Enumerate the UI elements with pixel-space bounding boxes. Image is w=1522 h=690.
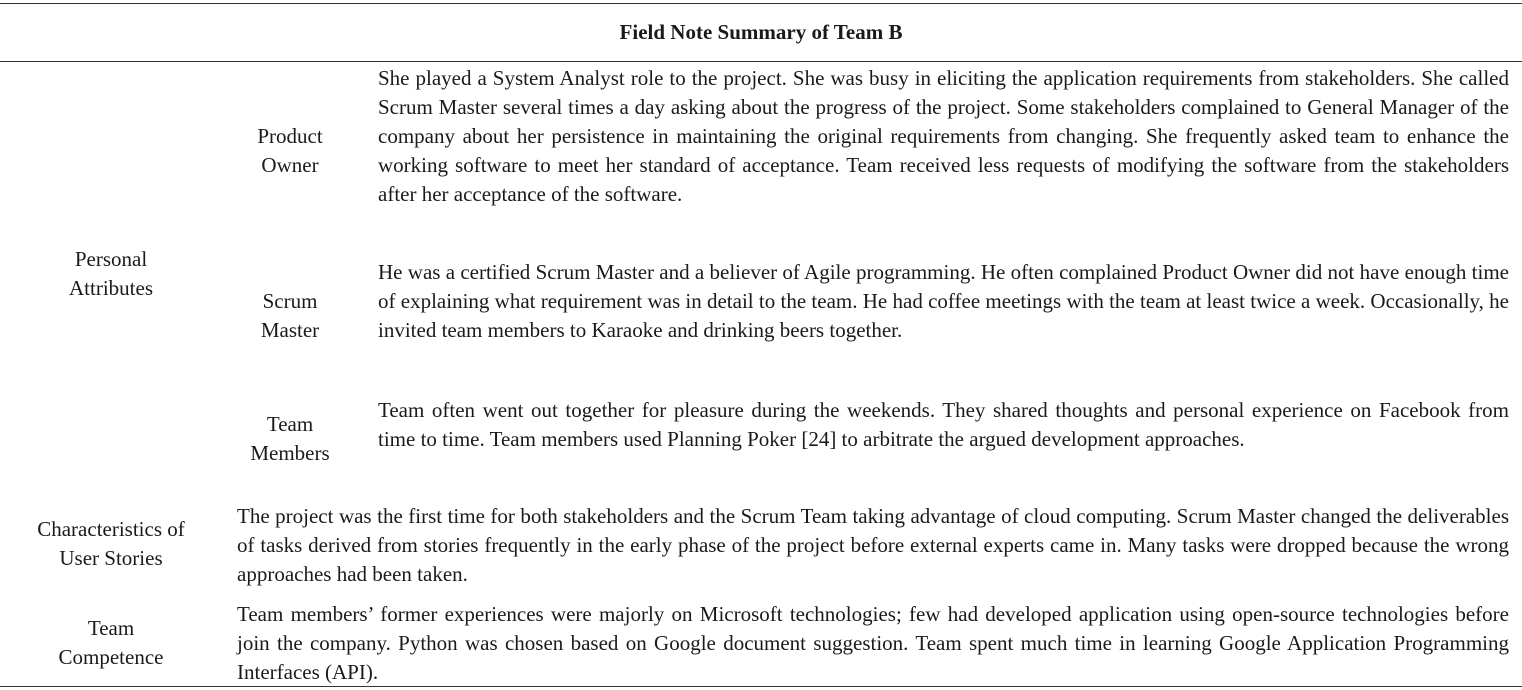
product-owner-description: She played a System Analyst role to the project. She was busy in eliciting the application requirements from stakeholders. She called Scrum Master several times a day asking about the progress of the project. Some stakeholders complained to General Manager of the company about her persistence in maintaining the original requirements from changing. She frequently asked team to enhance the working software to meet her standard of acceptance. Team received less requests of modifying the software from the stakeholders after her acceptance of the software. [378,66,1509,206]
product-owner-label: Product Owner [257,124,323,177]
team-competence-label: Team Competence [58,616,164,669]
table-bottom-rule [0,686,1522,687]
scrum-master-description: He was a certified Scrum Master and a believer of Agile programming. He often complained Product Owner did not have enough time of explaining what requirement was in detail to the team. He had coffee meetings with the team at least twice a week. Occasionally, he invited team members to Karaoke and drinking beers together. [378,260,1509,342]
user-stories-description: The project was the first time for both stakeholders and the Scrum Team taking advantage of cloud computing. Scrum Master changed the deliverables of tasks derived from stories frequently in the early phase of the project before external experts came in. Many tasks were dropped because the wrong approaches had been taken. [237,504,1509,586]
team-members-description: Team often went out together for pleasure during the weekends. They shared thoughts and personal experience on Facebook from time to time. Team members used Planning Poker [24] to arbitrate the argued development approaches. [378,398,1509,451]
team-members-label: Team Members [250,412,330,465]
table-title: Field Note Summary of Team B [619,20,903,44]
scrum-master-label: Scrum Master [260,289,320,342]
user-stories-label: Characteristics of User Stories [37,517,185,570]
team-competence-description: Team members’ former experiences were majorly on Microsoft technologies; few had developed application using open-source technologies before join the company. Python was chosen based on Google document suggestion. Team spent much time in learning Google Application Programming Interfaces (API). [237,602,1509,684]
table-top-rule [0,3,1522,4]
personal-attributes-label: Personal Attributes [69,247,153,300]
header-rule [0,61,1522,62]
